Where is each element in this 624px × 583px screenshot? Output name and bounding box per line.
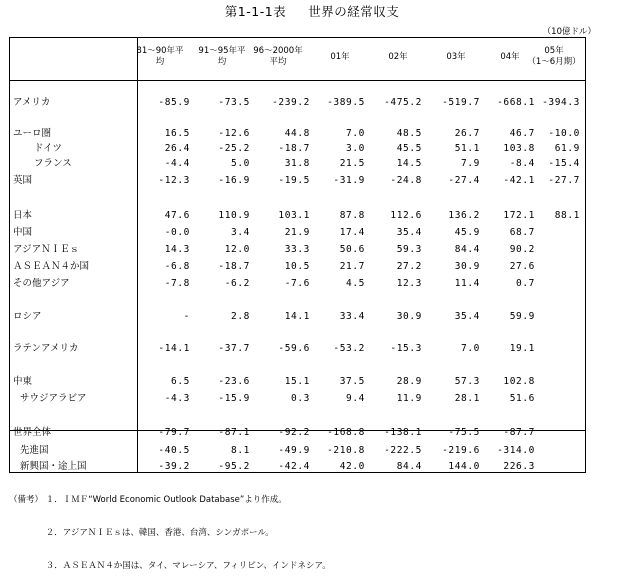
value-cell: -39.2	[158, 461, 190, 472]
row-label: その他アジア	[13, 278, 70, 289]
current-account-table	[9, 37, 586, 473]
value-cell: 17.4	[339, 227, 365, 238]
value-cell: -37.7	[218, 343, 250, 354]
column-header-line2: 均	[155, 57, 165, 67]
column-header-line1: 81～90年平	[136, 46, 184, 56]
value-cell: 35.4	[454, 311, 480, 322]
value-cell: 19.1	[509, 343, 535, 354]
value-cell: -168.8	[327, 427, 365, 438]
value-cell: 21.7	[339, 261, 365, 272]
value-cell: 103.8	[503, 143, 535, 154]
value-cell: 30.9	[454, 261, 480, 272]
value-cell: -0.0	[164, 227, 190, 238]
value-cell: -92.2	[278, 427, 310, 438]
value-cell: 47.6	[164, 210, 190, 221]
value-cell: -42.4	[278, 461, 310, 472]
table-row	[10, 259, 585, 274]
table-row	[10, 242, 585, 257]
row-label: 日本	[13, 210, 33, 221]
row-label: 新興国・途上国	[20, 461, 87, 472]
value-cell: -15.4	[548, 158, 580, 169]
value-cell: 33.4	[339, 311, 365, 322]
row-label: ロシア	[13, 311, 42, 322]
note-line: （備考） １．ＩＭＦ“World Economic Outlook Database”より作成。	[9, 495, 287, 505]
table-heading: 世界の経常収支	[308, 4, 400, 19]
column-header	[192, 46, 252, 68]
value-cell: -31.9	[333, 175, 365, 186]
column-header-line2: 均	[217, 57, 227, 67]
value-cell: 51.6	[509, 393, 535, 404]
row-label: ラテンアメリカ	[13, 343, 79, 354]
value-cell: -6.2	[224, 278, 250, 289]
column-header-line1: 03年	[446, 52, 466, 62]
value-cell: 51.1	[454, 143, 480, 154]
unit-label: （10億ドル）	[542, 27, 596, 37]
value-cell: 84.4	[454, 244, 480, 255]
row-label: ドイツ	[34, 143, 63, 154]
table-row	[10, 443, 585, 458]
value-cell: -12.3	[158, 175, 190, 186]
value-cell: -	[183, 311, 190, 322]
table-row	[10, 341, 585, 356]
column-header	[519, 46, 589, 68]
value-cell: 16.5	[164, 128, 190, 139]
column-header-line1: 96～2000年	[253, 46, 303, 56]
value-cell: 35.4	[396, 227, 422, 238]
value-cell: -16.9	[218, 175, 250, 186]
value-cell: -53.2	[333, 343, 365, 354]
value-cell: -519.7	[442, 97, 480, 108]
value-cell: 12.0	[224, 244, 250, 255]
column-header-line2: （1～6月期）	[527, 57, 581, 67]
value-cell: -19.5	[278, 175, 310, 186]
row-label: 中東	[13, 376, 33, 387]
value-cell: -389.5	[327, 97, 365, 108]
value-cell: 103.1	[278, 210, 310, 221]
value-cell: 136.2	[448, 210, 480, 221]
value-cell: -222.5	[384, 445, 422, 456]
table-row	[10, 309, 585, 324]
value-cell: 7.0	[346, 128, 365, 139]
value-cell: -4.3	[164, 393, 190, 404]
value-cell: 144.0	[448, 461, 480, 472]
row-label: 世界全体	[13, 427, 52, 438]
value-cell: -18.7	[278, 143, 310, 154]
column-header-line1: 91～95年平	[198, 46, 246, 56]
value-cell: 57.3	[454, 376, 480, 387]
column-header	[368, 52, 428, 63]
value-cell: -668.1	[497, 97, 535, 108]
value-cell: 37.5	[339, 376, 365, 387]
value-cell: 226.3	[503, 461, 535, 472]
table-row	[10, 126, 585, 141]
value-cell: 0.7	[516, 278, 535, 289]
value-cell: 30.9	[396, 311, 422, 322]
table-row	[10, 141, 585, 156]
value-cell: -7.6	[284, 278, 310, 289]
value-cell: 59.9	[509, 311, 535, 322]
value-cell: 110.9	[218, 210, 250, 221]
value-cell: -75.5	[448, 427, 480, 438]
value-cell: -40.5	[158, 445, 190, 456]
value-cell: -27.4	[448, 175, 480, 186]
value-cell: -210.8	[327, 445, 365, 456]
table-row	[10, 95, 585, 110]
value-cell: 61.9	[554, 143, 580, 154]
column-header	[310, 52, 370, 63]
table-row	[10, 425, 585, 440]
notes	[9, 473, 331, 583]
value-cell: -219.6	[442, 445, 480, 456]
note-line: ３．ＡＳＥＡＮ４か国は、タイ、マレーシア、フィリピン、インドネシア。	[9, 561, 331, 571]
value-cell: 27.6	[509, 261, 535, 272]
value-cell: 21.9	[284, 227, 310, 238]
value-cell: 59.3	[396, 244, 422, 255]
value-cell: 44.8	[284, 128, 310, 139]
column-header-line1: 05年	[544, 46, 564, 56]
table-number: 第1-1-1表	[224, 4, 287, 19]
row-label: 中国	[13, 227, 33, 238]
value-cell: -42.1	[503, 175, 535, 186]
column-header-line1: 04年	[500, 52, 520, 62]
value-cell: 33.3	[284, 244, 310, 255]
note-line: ２．アジアＮＩＥｓは、韓国、香港、台湾、シンガポール。	[9, 528, 274, 538]
value-cell: -8.4	[509, 158, 535, 169]
value-cell: -87.7	[503, 427, 535, 438]
header-divider	[10, 80, 585, 81]
value-cell: 88.1	[554, 210, 580, 221]
row-label: サウジアラビア	[20, 393, 87, 404]
value-cell: 14.3	[164, 244, 190, 255]
table-row	[10, 173, 585, 188]
value-cell: -95.2	[218, 461, 250, 472]
value-cell: 48.5	[396, 128, 422, 139]
value-cell: 87.8	[339, 210, 365, 221]
value-cell: -27.7	[548, 175, 580, 186]
row-label: アメリカ	[13, 97, 51, 108]
table-row	[10, 276, 585, 291]
row-label: 英国	[13, 175, 33, 186]
value-cell: 26.4	[164, 143, 190, 154]
table-row	[10, 208, 585, 223]
row-label: フランス	[34, 158, 72, 169]
value-cell: 172.1	[503, 210, 535, 221]
value-cell: 84.4	[396, 461, 422, 472]
value-cell: 102.8	[503, 376, 535, 387]
column-header	[426, 52, 486, 63]
value-cell: 11.4	[454, 278, 480, 289]
value-cell: -138.1	[384, 427, 422, 438]
column-header	[248, 46, 308, 68]
value-cell: -314.0	[497, 445, 535, 456]
value-cell: 7.0	[461, 343, 480, 354]
column-header-line2: 平均	[269, 57, 287, 67]
value-cell: -239.2	[272, 97, 310, 108]
table-row	[10, 391, 585, 406]
value-cell: 45.5	[396, 143, 422, 154]
value-cell: 4.5	[346, 278, 365, 289]
value-cell: -10.0	[548, 128, 580, 139]
row-label: ＡＳＥＡＮ４か国	[13, 261, 90, 272]
row-label: 先進国	[20, 445, 49, 456]
value-cell: -24.8	[390, 175, 422, 186]
value-cell: 3.0	[346, 143, 365, 154]
table-row	[10, 459, 585, 474]
value-cell: -15.3	[390, 343, 422, 354]
value-cell: 28.9	[396, 376, 422, 387]
value-cell: -12.6	[218, 128, 250, 139]
value-cell: 31.8	[284, 158, 310, 169]
value-cell: -49.9	[278, 445, 310, 456]
value-cell: 7.9	[461, 158, 480, 169]
value-cell: 5.0	[231, 158, 250, 169]
value-cell: 8.1	[231, 445, 250, 456]
value-cell: 42.0	[339, 461, 365, 472]
value-cell: 46.7	[509, 128, 535, 139]
value-cell: -23.6	[218, 376, 250, 387]
value-cell: 3.4	[231, 227, 250, 238]
value-cell: -85.9	[158, 97, 190, 108]
value-cell: 9.4	[346, 393, 365, 404]
value-cell: -59.6	[278, 343, 310, 354]
value-cell: 11.9	[396, 393, 422, 404]
row-label: アジアＮＩＥｓ	[13, 244, 80, 255]
value-cell: 10.5	[284, 261, 310, 272]
table-title	[0, 2, 624, 20]
value-cell: -475.2	[384, 97, 422, 108]
value-cell: 45.9	[454, 227, 480, 238]
value-cell: -73.5	[218, 97, 250, 108]
value-cell: -18.7	[218, 261, 250, 272]
value-cell: -14.1	[158, 343, 190, 354]
column-header	[130, 46, 190, 68]
value-cell: 112.6	[390, 210, 422, 221]
value-cell: 0.3	[291, 393, 310, 404]
value-cell: 26.7	[454, 128, 480, 139]
table-row	[10, 374, 585, 389]
value-cell: -6.8	[164, 261, 190, 272]
value-cell: -79.7	[158, 427, 190, 438]
value-cell: 50.6	[339, 244, 365, 255]
table-row	[10, 156, 585, 171]
table-row	[10, 225, 585, 240]
value-cell: 28.1	[454, 393, 480, 404]
column-header-line1: 01年	[330, 52, 350, 62]
value-cell: 2.8	[231, 311, 250, 322]
value-cell: 14.1	[284, 311, 310, 322]
value-cell: 68.7	[509, 227, 535, 238]
value-cell: 27.2	[396, 261, 422, 272]
column-header-line1: 02年	[388, 52, 408, 62]
value-cell: -87.1	[218, 427, 250, 438]
value-cell: 15.1	[284, 376, 310, 387]
value-cell: -15.9	[218, 393, 250, 404]
value-cell: 6.5	[171, 376, 190, 387]
value-cell: 21.5	[339, 158, 365, 169]
row-label: ユーロ圏	[13, 128, 52, 139]
value-cell: 14.5	[396, 158, 422, 169]
value-cell: -394.3	[542, 97, 580, 108]
value-cell: -7.8	[164, 278, 190, 289]
value-cell: 90.2	[509, 244, 535, 255]
value-cell: -25.2	[218, 143, 250, 154]
value-cell: -4.4	[164, 158, 190, 169]
value-cell: 12.3	[396, 278, 422, 289]
